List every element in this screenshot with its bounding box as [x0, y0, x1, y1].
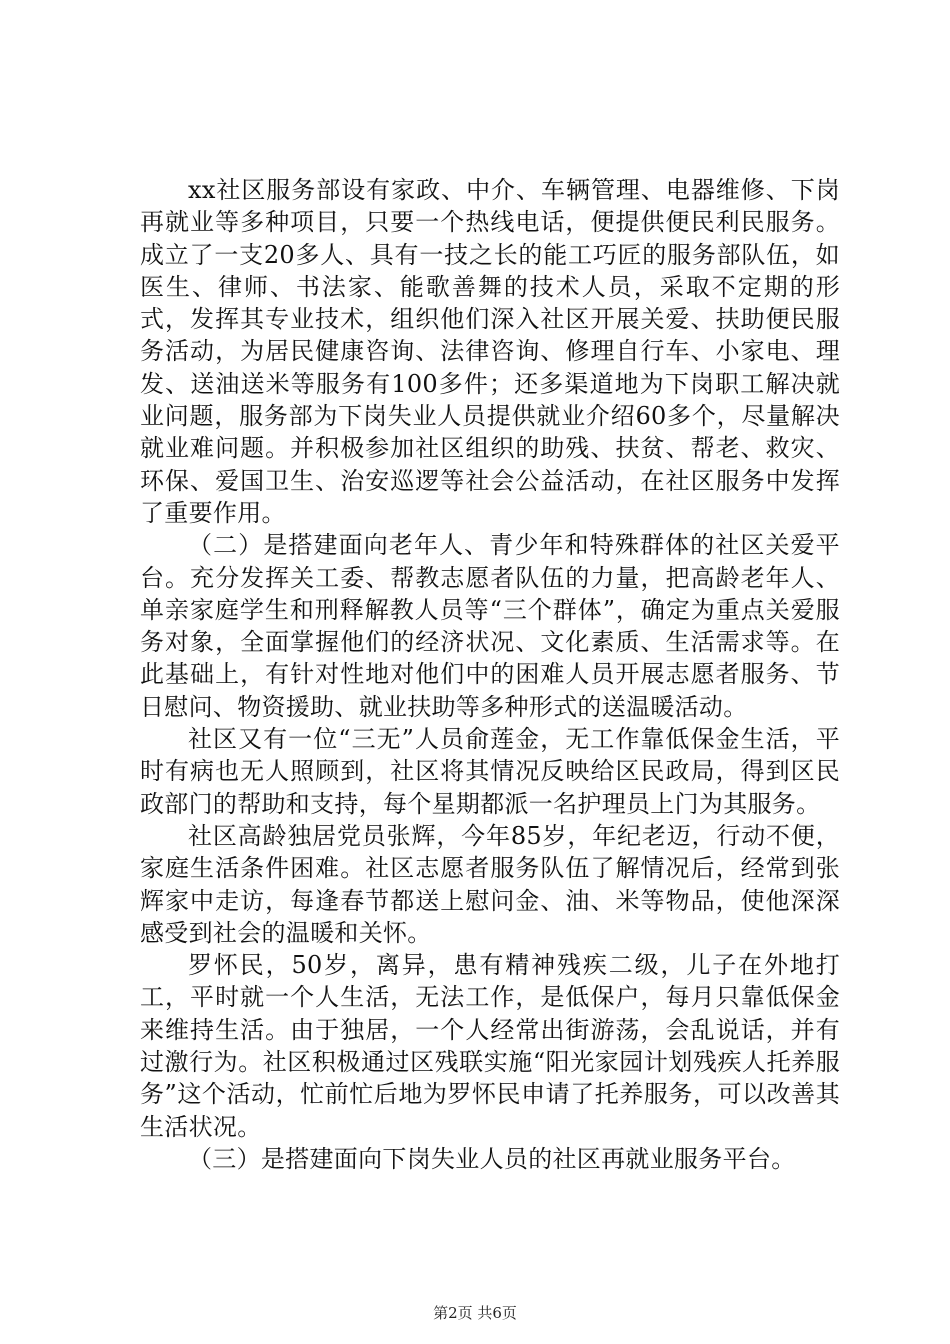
body-text [140, 174, 840, 1175]
paragraph-case-luo-huaimin: 罗怀民，50岁，离异，患有精神残疾二级，儿子在外地打工，平时就一个人生活，无法工作，是低保户，每月只靠低保金来维持生活。由于独居，一个人经常出街游荡，会乱说话，并有过激行为。社区积极通过区残联实施“阳光家园计划残疾人托养服务”这个活动，忙前忙后地为罗怀民申请了托养服务，可以改善其生活状况。 [140, 951, 840, 1141]
paragraph-service-department: xx社区服务部设有家政、中介、车辆管理、电器维修、下岗再就业等多种项目，只要一个热线电话，便提供便民利民服务。成立了一支20多人、具有一技之长的能工巧匠的服务部队伍，如医生、律师、书法家、能歌善舞的技术人员，采取不定期的形式，发挥其专业技术，组织他们深入社区开展关爱、扶助便民服务活动，为居民健康咨询、法律咨询、修理自行车、小家电、理发、送油送米等服务有100多件；还多渠道地为下岗职工解决就业问题，服务部为下岗失业人员提供就业介绍60多个，尽量解决就业难问题。并积极参加社区组织的助残、扶贫、帮老、救灾、环保、爱国卫生、治安巡逻等社会公益活动，在社区服务中发挥了重要作用。 [140, 176, 840, 527]
paragraph-care-platform: （二）是搭建面向老年人、青少年和特殊群体的社区关爱平台。充分发挥关工委、帮教志愿者队伍的力量，把高龄老年人、单亲家庭学生和刑释解教人员等“三个群体”，确定为重点关爱服务对象，全面掌握他们的经济状况、文化素质、生活需求等。在此基础上，有针对性地对他们中的困难人员开展志愿者服务、节日慰问、物资援助、就业扶助等多种形式的送温暖活动。 [140, 531, 840, 721]
page-number-footer: 第2页 共6页 [433, 1304, 517, 1322]
paragraph-case-yu-lianjin: 社区又有一位“三无”人员俞莲金，无工作靠低保金生活，平时有病也无人照顾到，社区将其情况反映给区民政局，得到区民政部门的帮助和支持，每个星期都派一名护理员上门为其服务。 [140, 725, 840, 818]
paragraph-case-zhang-hui: 社区高龄独居党员张辉，今年85岁，年纪老迈，行动不便，家庭生活条件困难。社区志愿者服务队伍了解情况后，经常到张辉家中走访，每逢春节都送上慰问金、油、米等物品，使他深深感受到社会的温暖和关怀。 [140, 821, 840, 947]
paragraph-reemployment-platform: （三）是搭建面向下岗失业人员的社区再就业服务平台。 [188, 1144, 796, 1173]
